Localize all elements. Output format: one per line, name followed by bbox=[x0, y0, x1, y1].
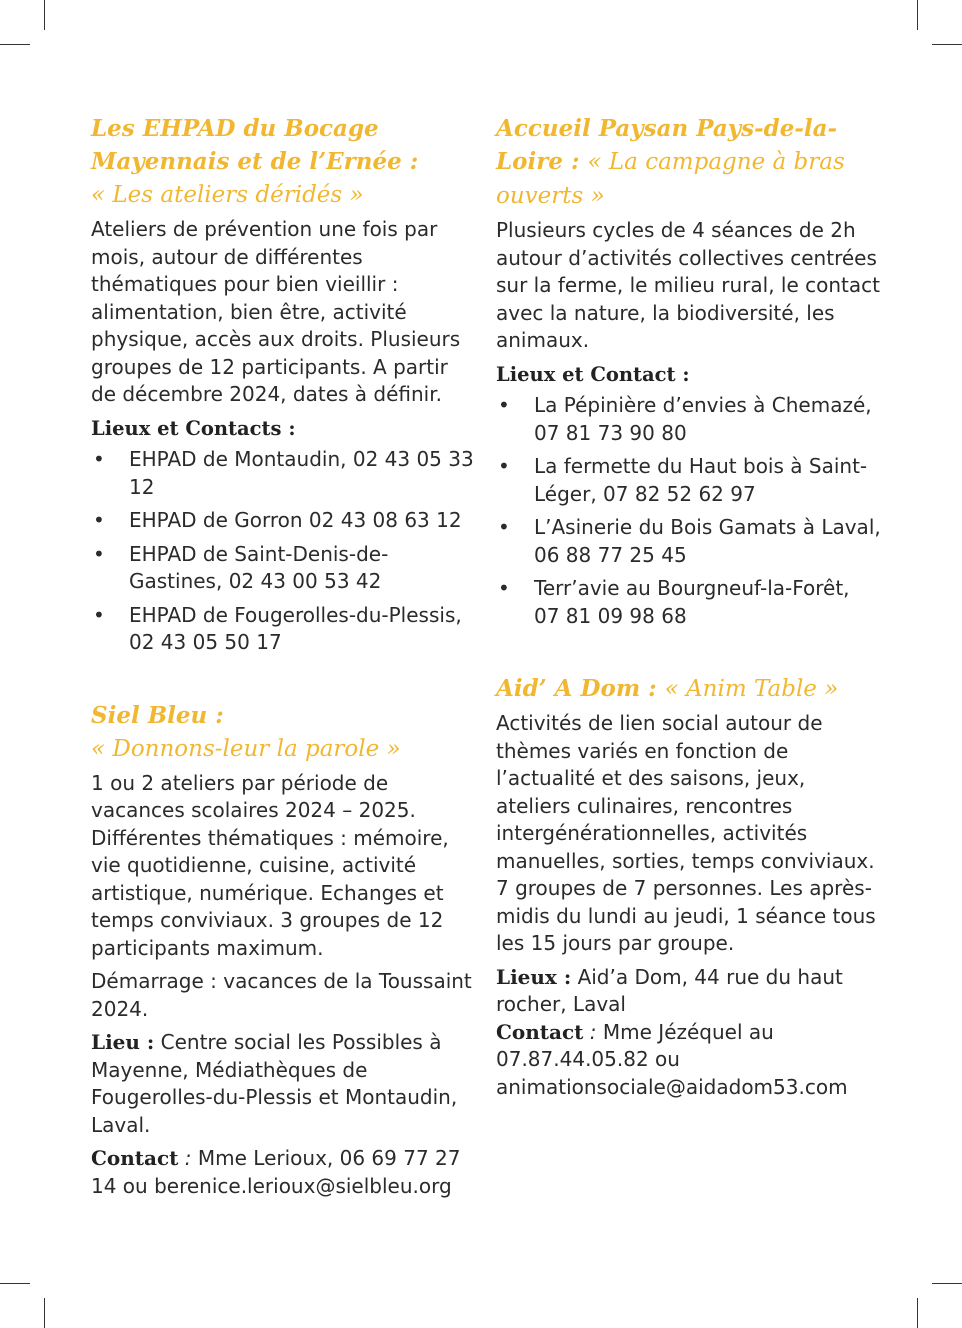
siel-section bbox=[91, 699, 476, 1201]
crop-mark-bottom-right-h bbox=[932, 1283, 962, 1284]
list-item: • EHPAD de Fougerolles-du-Plessis, 02 43 05 50 17 bbox=[91, 602, 476, 657]
left-column bbox=[91, 112, 476, 1206]
accueil-description: Plusieurs cycles de 4 séances de 2h autour d’activités collectives centrées sur la ferme, le milieu rural, le contact avec la nature, la biodiversité, les animaux. bbox=[496, 218, 880, 352]
aidadom-contact-text: Mme Jézéquel au 07.87.44.05.82 ou animationsociale@aidadom53.com bbox=[496, 1019, 848, 1099]
siel-subtitle: « Donnons-leur la parole » bbox=[91, 735, 401, 762]
ehpad-title bbox=[91, 112, 476, 212]
crop-mark-bottom-right-v bbox=[917, 1298, 918, 1328]
ehpad-title-main: Les EHPAD du Bocage Mayennais et de l’Ernée : bbox=[91, 115, 419, 175]
list-item: • L’Asinerie du Bois Gamats à Laval, 06 88 77 25 45 bbox=[496, 514, 881, 569]
ehpad-section bbox=[91, 112, 476, 657]
aidadom-title-main: Aid’ A Dom : bbox=[496, 675, 657, 702]
siel-lieu bbox=[91, 1029, 476, 1139]
aidadom-lieux-label: Lieux : bbox=[496, 964, 572, 989]
ehpad-contact-list bbox=[91, 446, 476, 657]
siel-lieu-label: Lieu : bbox=[91, 1030, 155, 1054]
accueil-title bbox=[496, 112, 881, 213]
right-column bbox=[496, 112, 881, 1107]
aidadom-description: Activités de lien social autour de thèmes variés en fonction de l’actualité et des saisons, jeux, ateliers culinaires, rencontres intergénérationnelles, activités manuelles, sorties, temps conviviaux. 7 groupes de 7 personnes. Les après-midis du lundi au jeudi, 1 séance tous les 15 jours par groupe. bbox=[496, 711, 876, 955]
accueil-contacts-heading: Lieux et Contact : bbox=[496, 362, 690, 386]
accueil-contact-list bbox=[496, 392, 881, 630]
siel-title-main: Siel Bleu : bbox=[91, 701, 224, 729]
accueil-section bbox=[496, 112, 881, 630]
siel-description: 1 ou 2 ateliers par période de vacances scolaires 2024 – 2025. Différentes thématiques : mémoire, vie quotidienne, cuisine, activité artistique, numérique. Echanges et temps conviviaux. 3 groupes de 12 participants maximum. bbox=[91, 770, 449, 960]
crop-mark-bottom-left-v bbox=[44, 1298, 45, 1328]
accueil-subtitle: « La campagne à bras ouverts » bbox=[496, 149, 845, 209]
ehpad-subtitle: « Les ateliers déridés » bbox=[91, 182, 364, 208]
aidadom-contact-sep: : bbox=[583, 1019, 597, 1044]
list-item: • EHPAD de Saint-Denis-de-Gastines, 02 43 00 53 42 bbox=[91, 541, 476, 596]
siel-lieu-text: Centre social les Possibles à Mayenne, Médiathèques de Fougerolles-du-Plessis et Montaudin, Laval. bbox=[91, 1030, 458, 1137]
ehpad-description: Ateliers de prévention une fois par mois, autour de différentes thématiques pour bien vieillir : alimentation, bien être, activité physique, accès aux droits. Plusieurs groupes de 12 participants. A partir de décembre 2024, dates à définir. bbox=[91, 217, 461, 406]
aidadom-lieux-text: Aid’a Dom, 44 rue du haut rocher, Laval bbox=[496, 964, 843, 1016]
ehpad-contacts-heading: Lieux et Contacts : bbox=[91, 416, 296, 440]
aidadom-section bbox=[496, 672, 881, 1101]
siel-start: Démarrage : vacances de la Toussaint 2024. bbox=[91, 969, 472, 1021]
list-item: • EHPAD de Gorron 02 43 08 63 12 bbox=[91, 507, 476, 535]
siel-contact-text: Mme Lerioux, 06 69 77 27 14 ou berenice.lerioux@sielbleu.org bbox=[91, 1146, 461, 1198]
siel-title bbox=[91, 699, 476, 766]
aidadom-contact bbox=[496, 1019, 881, 1102]
list-item: • EHPAD de Montaudin, 02 43 05 33 12 bbox=[91, 446, 476, 501]
list-item: • Terr’avie au Bourgneuf-la-Forêt, 07 81 09 98 68 bbox=[496, 575, 881, 630]
crop-mark-top-right-v bbox=[917, 0, 918, 30]
list-item: • La fermette du Haut bois à Saint-Léger, 07 82 52 62 97 bbox=[496, 453, 881, 508]
siel-contact-label: Contact bbox=[91, 1146, 179, 1170]
crop-mark-bottom-left-h bbox=[0, 1283, 30, 1284]
aidadom-contact-label: Contact bbox=[496, 1019, 584, 1044]
crop-mark-top-left-v bbox=[44, 0, 45, 30]
aidadom-lieux bbox=[496, 964, 881, 1019]
aidadom-subtitle: « Anim Table » bbox=[664, 676, 839, 702]
aidadom-title bbox=[496, 672, 881, 706]
accueil-title-main: Accueil Paysan Pays-de-la-Loire : bbox=[496, 115, 838, 175]
crop-mark-top-right-h bbox=[932, 44, 962, 45]
crop-mark-top-left-h bbox=[0, 44, 30, 45]
siel-contact-sep: : bbox=[178, 1146, 192, 1170]
list-item: • La Pépinière d’envies à Chemazé, 07 81 73 90 80 bbox=[496, 392, 881, 447]
siel-contact bbox=[91, 1145, 476, 1200]
